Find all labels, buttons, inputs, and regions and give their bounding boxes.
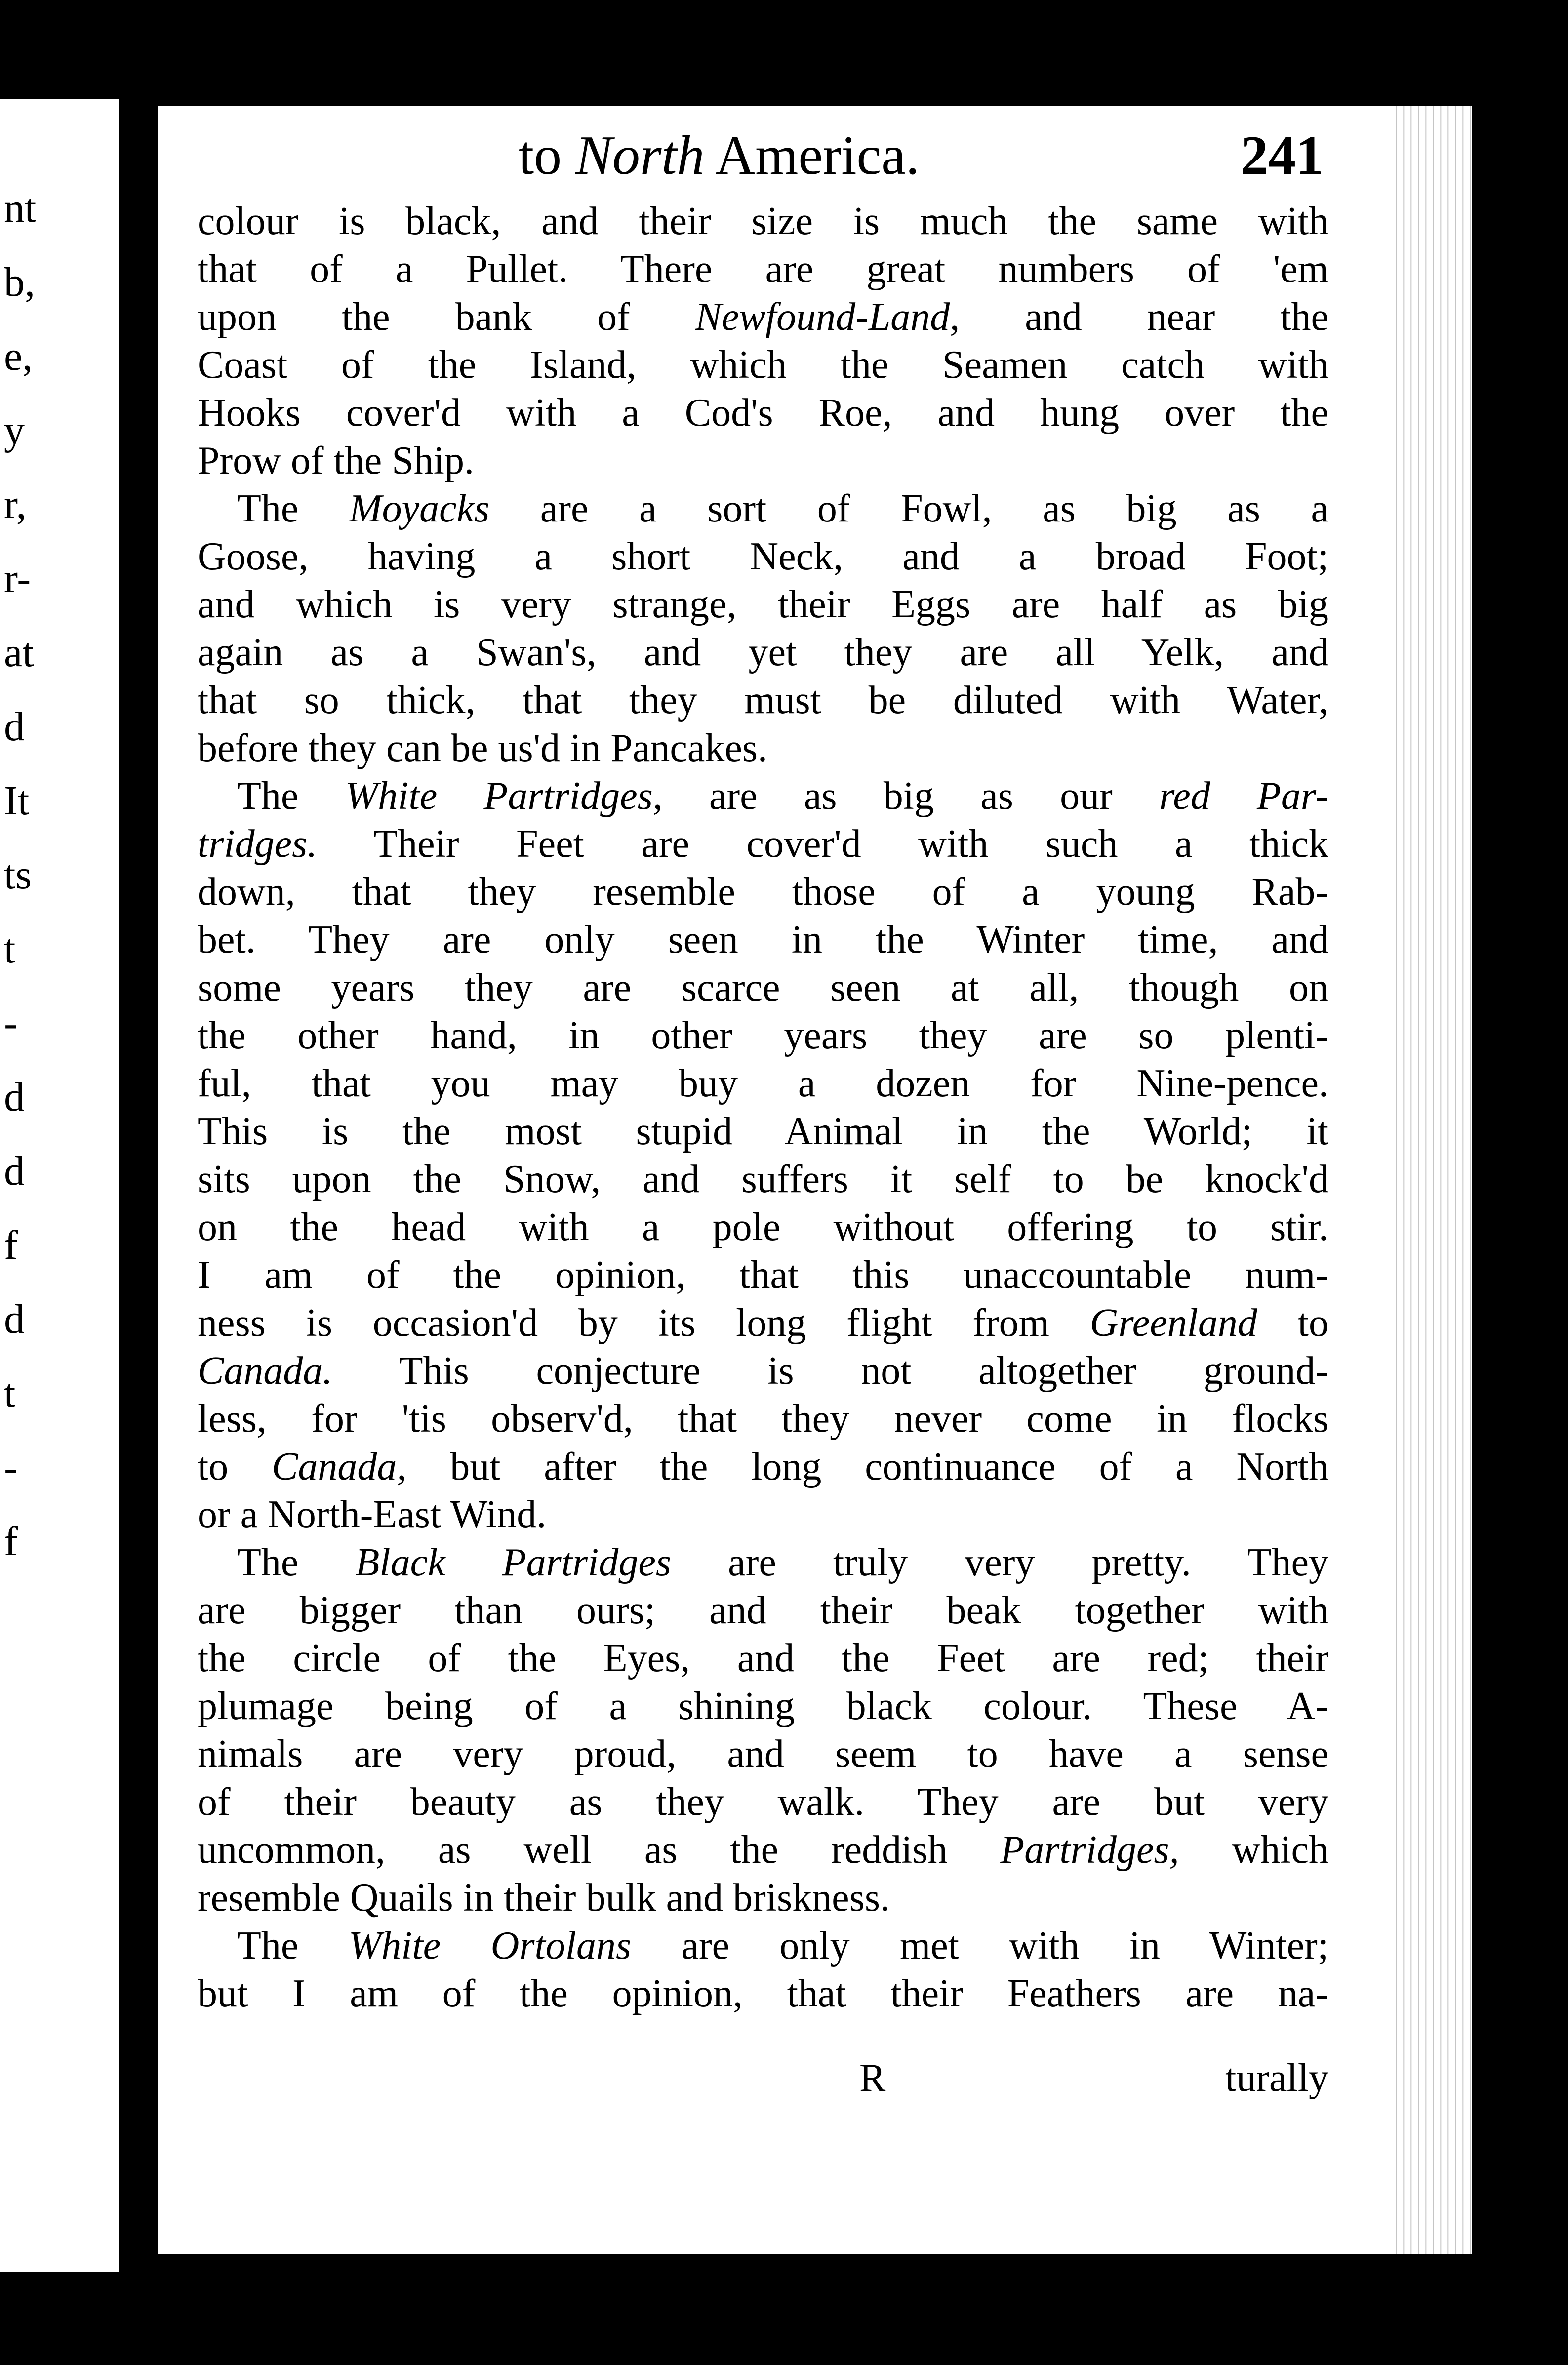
- italic-text: Canada,: [272, 1445, 407, 1488]
- text-run: less, for 'tis observ'd, that they never come in flocks: [198, 1397, 1328, 1441]
- text-line: [198, 1922, 1328, 1970]
- facing-page-letter: -: [4, 1000, 18, 1046]
- book-gutter: [119, 0, 158, 2365]
- text-run: This conjecture is not altogether ground-: [332, 1349, 1328, 1393]
- text-line: [198, 1443, 1328, 1491]
- facing-page-letter: t: [4, 1370, 16, 1416]
- running-head-post: America.: [704, 125, 920, 186]
- facing-page-letter: It: [4, 778, 30, 824]
- facing-page-letter: d: [4, 1296, 25, 1342]
- text-run: plumage being of a shining black colour. These A-: [198, 1684, 1328, 1728]
- text-line: [198, 868, 1328, 916]
- text-line: [198, 341, 1328, 389]
- text-line: [198, 1108, 1328, 1156]
- text-line: [198, 245, 1328, 293]
- signature-mark: R: [859, 2056, 886, 2100]
- facing-page-letter: r,: [4, 481, 27, 527]
- facing-page-letter: f: [4, 1222, 18, 1268]
- text-line: [198, 1395, 1328, 1443]
- text-line: [198, 293, 1328, 341]
- facing-page-letter: e,: [4, 333, 33, 379]
- italic-text: Black Partridges: [355, 1541, 672, 1584]
- facing-page-letter: r-: [4, 556, 31, 601]
- text-run: Goose, having a short Neck, and a broad Foot;: [198, 535, 1328, 578]
- page-edge-shadow: [1393, 106, 1472, 2254]
- facing-page-letter: nt: [4, 185, 37, 231]
- text-run: The: [237, 487, 349, 530]
- text-run: This is the most stupid Animal in the World; it: [198, 1110, 1328, 1153]
- text-line: [198, 1778, 1328, 1826]
- text-run: are bigger than ours; and their beak together with: [198, 1589, 1328, 1632]
- text-run: to: [1257, 1301, 1328, 1345]
- italic-text: red Par-: [1159, 774, 1328, 818]
- text-run: ful, that you may buy a dozen for Nine-pence.: [198, 1062, 1328, 1105]
- text-line: [198, 389, 1328, 437]
- text-run: The: [237, 1924, 349, 1967]
- text-line: [198, 677, 1328, 724]
- text-run: Prow of the Ship.: [198, 439, 474, 482]
- text-run: the other hand, in other years they are so plenti-: [198, 1014, 1328, 1057]
- facing-page-letter: ts: [4, 852, 32, 898]
- text-run: before they can be us'd in Pancakes.: [198, 726, 767, 770]
- text-line: [198, 1299, 1328, 1347]
- facing-page-letter: at: [4, 630, 34, 676]
- page-number: 241: [1241, 125, 1324, 186]
- text-run: some years they are scarce seen at all, though on: [198, 966, 1328, 1009]
- text-line: [198, 1874, 1328, 1922]
- running-head: [519, 121, 920, 190]
- text-line: [198, 485, 1328, 533]
- facing-page-letter: b,: [4, 259, 35, 305]
- text-run: on the head with a pole without offering to stir.: [198, 1205, 1328, 1249]
- text-line: [198, 1156, 1328, 1203]
- facing-page-letter: d: [4, 704, 25, 750]
- text-line: [198, 1347, 1328, 1395]
- text-line: [198, 533, 1328, 581]
- facing-page-fragment: [0, 99, 119, 2272]
- text-run: I am of the opinion, that this unaccountable num-: [198, 1253, 1328, 1297]
- italic-text: Moyacks: [349, 487, 490, 530]
- text-line: [198, 1203, 1328, 1251]
- text-line: [198, 1539, 1328, 1587]
- text-run: but I am of the opinion, that their Feathers are na-: [198, 1972, 1328, 2015]
- text-run: sits upon the Snow, and suffers it self to be knock'd: [198, 1158, 1328, 1201]
- text-run: bet. They are only seen in the Winter time, and: [198, 918, 1328, 962]
- text-line: [198, 1683, 1328, 1730]
- text-line: [198, 198, 1328, 245]
- facing-page-letter: -: [4, 1444, 18, 1490]
- running-head-italic: North: [575, 125, 705, 186]
- italic-text: Canada.: [198, 1349, 333, 1393]
- text-run: Coast of the Island, which the Seamen catch with: [198, 343, 1328, 387]
- body-text: [198, 198, 1328, 2018]
- facing-page-letter: t: [4, 926, 16, 972]
- text-line: [198, 1587, 1328, 1635]
- text-line: [198, 964, 1328, 1012]
- text-run: of their beauty as they walk. They are but very: [198, 1780, 1328, 1824]
- text-run: The: [237, 1541, 356, 1584]
- text-line: [198, 820, 1328, 868]
- italic-text: tridges.: [198, 822, 318, 866]
- text-line: [198, 724, 1328, 772]
- text-line: [198, 1012, 1328, 1060]
- text-run: upon the bank of: [198, 295, 695, 339]
- text-line: [198, 1060, 1328, 1108]
- text-run: down, that they resemble those of a young Rab-: [198, 870, 1328, 914]
- text-line: [198, 1635, 1328, 1683]
- text-run: uncommon, as well as the reddish: [198, 1828, 1001, 1872]
- text-line: [198, 1970, 1328, 2018]
- text-run: are as big as our: [662, 774, 1160, 818]
- facing-page-letter: f: [4, 1519, 18, 1564]
- facing-page-letter: d: [4, 1074, 25, 1120]
- text-line: [198, 1251, 1328, 1299]
- text-run: , and near the: [950, 295, 1328, 339]
- catchword: turally: [1225, 2056, 1328, 2100]
- text-run: are only met with in Winter;: [631, 1924, 1328, 1967]
- text-run: but after the long continuance of a North: [406, 1445, 1328, 1488]
- italic-text: White Partridges,: [345, 774, 663, 818]
- page-header: [202, 121, 1324, 190]
- text-line: [198, 1730, 1328, 1778]
- text-run: The: [237, 774, 345, 818]
- text-run: colour is black, and their size is much the same with: [198, 200, 1328, 243]
- text-run: or a North-East Wind.: [198, 1493, 547, 1536]
- text-line: [198, 916, 1328, 964]
- text-run: the circle of the Eyes, and the Feet are red; their: [198, 1637, 1328, 1680]
- text-run: resemble Quails in their bulk and briskness.: [198, 1876, 890, 1920]
- book-page: [158, 106, 1472, 2254]
- text-line: [198, 1826, 1328, 1874]
- text-run: that of a Pullet. There are great numbers of 'em: [198, 247, 1328, 291]
- text-run: Hooks cover'd with a Cod's Roe, and hung over the: [198, 391, 1328, 435]
- text-run: Their Feet are cover'd with such a thick: [317, 822, 1328, 866]
- text-line: [198, 437, 1328, 485]
- page-footer: [198, 2054, 1328, 2102]
- text-run: to: [198, 1445, 272, 1488]
- text-run: and which is very strange, their Eggs are half as big: [198, 583, 1328, 626]
- text-line: [198, 581, 1328, 629]
- text-run: nimals are very proud, and seem to have a sense: [198, 1732, 1328, 1776]
- italic-text: Newfound-Land: [695, 295, 950, 339]
- italic-text: Partridges,: [1000, 1828, 1179, 1872]
- text-run: are truly very pretty. They: [671, 1541, 1328, 1584]
- text-run: again as a Swan's, and yet they are all Yelk, and: [198, 631, 1328, 674]
- facing-page-letter: y: [4, 407, 25, 453]
- text-run: that so thick, that they must be diluted with Water,: [198, 679, 1328, 722]
- text-line: [198, 1491, 1328, 1539]
- text-run: are a sort of Fowl, as big as a: [489, 487, 1328, 530]
- text-run: ness is occasion'd by its long flight from: [198, 1301, 1090, 1345]
- text-line: [198, 772, 1328, 820]
- text-run: which: [1179, 1828, 1328, 1872]
- italic-text: Greenland: [1089, 1301, 1257, 1345]
- facing-page-letter: d: [4, 1148, 25, 1194]
- running-head-pre: to: [519, 125, 576, 186]
- text-line: [198, 629, 1328, 677]
- italic-text: White Ortolans: [348, 1924, 632, 1967]
